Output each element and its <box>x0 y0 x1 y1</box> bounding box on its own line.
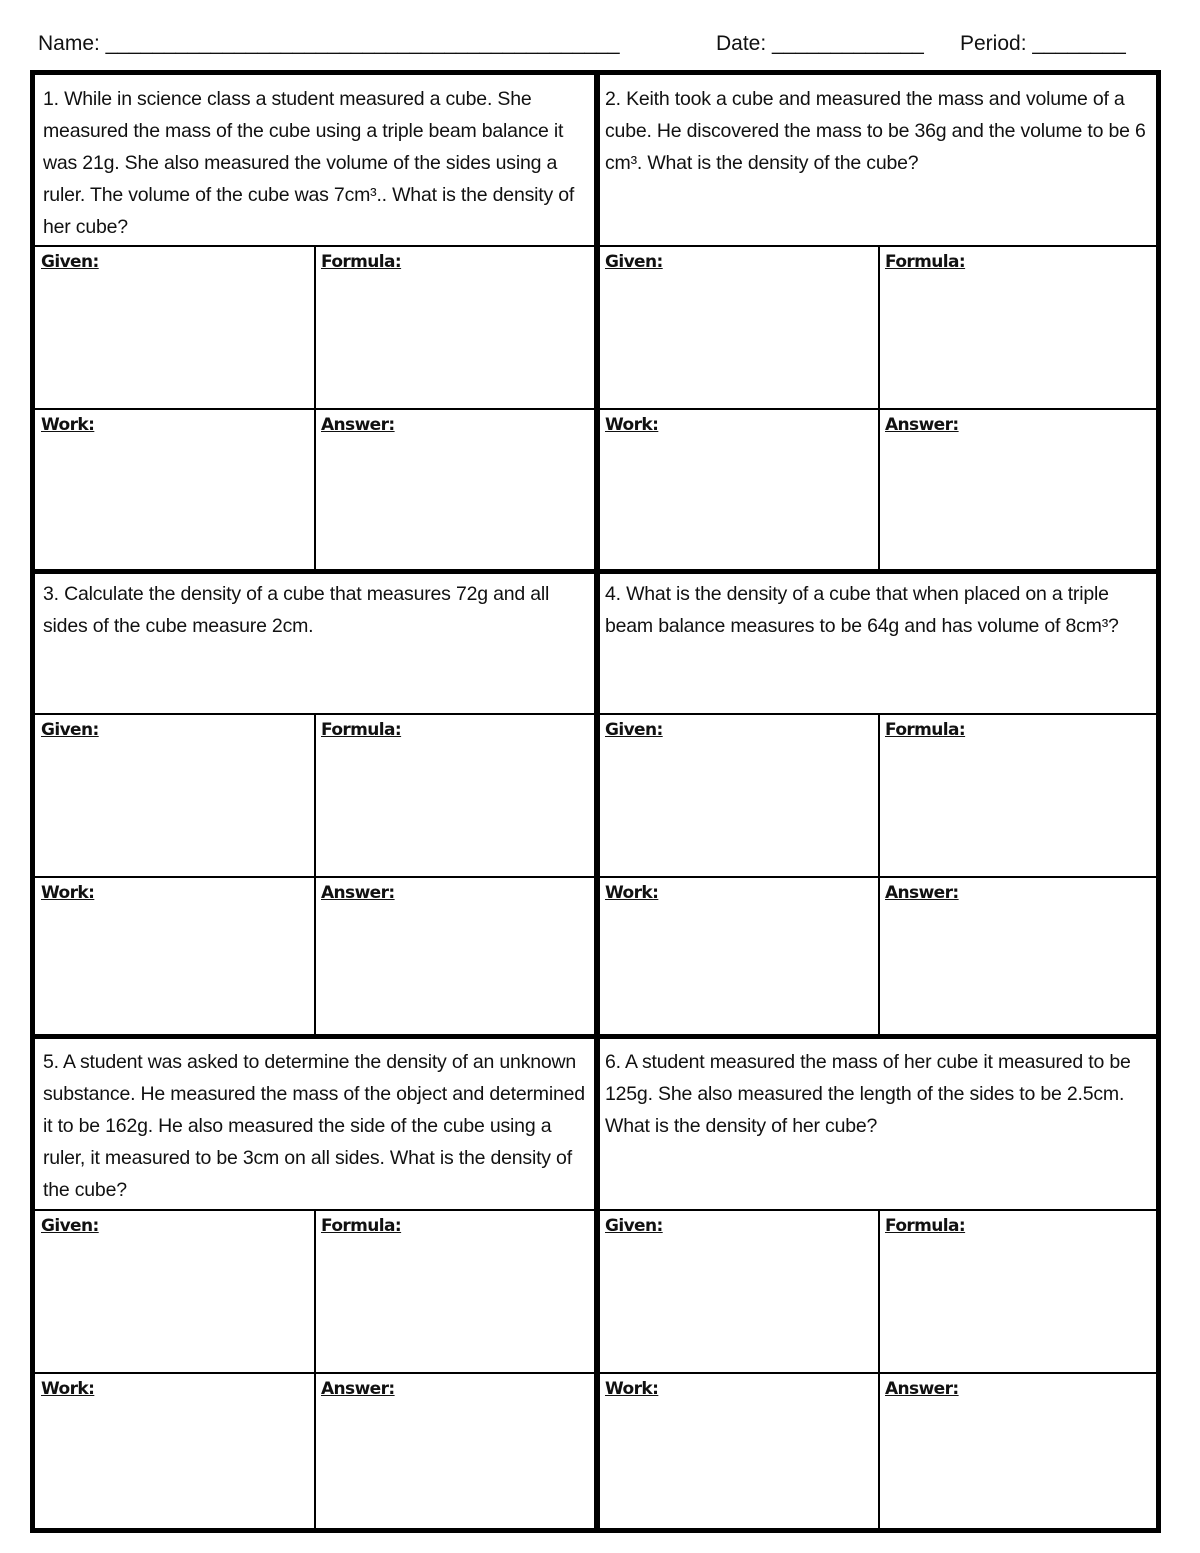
answer-label: Answer: <box>885 1379 959 1399</box>
formula-label: Formula: <box>885 1216 966 1236</box>
grid-line <box>35 876 1156 878</box>
formula-label: Formula: <box>321 252 402 272</box>
given-label: Given: <box>605 720 663 740</box>
grid-line <box>314 1209 316 1528</box>
grid-line <box>878 1209 880 1528</box>
given-label: Given: <box>605 252 663 272</box>
answer-label: Answer: <box>321 1379 395 1399</box>
period-field[interactable]: Period: ________ <box>960 32 1126 55</box>
work-label: Work: <box>605 415 659 435</box>
work-label: Work: <box>41 883 95 903</box>
work-label: Work: <box>605 883 659 903</box>
work-label: Work: <box>41 1379 95 1399</box>
worksheet-header <box>38 32 1150 60</box>
worksheet-grid <box>30 70 1161 1533</box>
grid-line <box>35 1209 1156 1211</box>
column-divider <box>594 75 600 1528</box>
grid-line <box>35 245 1156 247</box>
grid-line <box>878 245 880 569</box>
answer-label: Answer: <box>321 415 395 435</box>
grid-line <box>35 713 1156 715</box>
grid-line <box>35 1372 1156 1374</box>
given-label: Given: <box>605 1216 663 1236</box>
question-6: 6. A student measured the mass of her cube it measured to be 125g. She also measured the length of the sides to be 2.5cm. What is the density of her cube? <box>605 1051 1131 1137</box>
answer-label: Answer: <box>321 883 395 903</box>
name-field[interactable]: Name: ____________________________________________ <box>38 32 620 55</box>
given-label: Given: <box>41 720 99 740</box>
given-label: Given: <box>41 252 99 272</box>
question-5: 5. A student was asked to determine the density of an unknown substance. He measured the mass of the object and determined it to be 162g. He also measured the side of the cube using a ruler, it measured to be 3cm on all sides. What is the density of the cube? <box>43 1051 585 1201</box>
date-field[interactable]: Date: _____________ <box>716 32 924 55</box>
work-label: Work: <box>605 1379 659 1399</box>
formula-label: Formula: <box>321 1216 402 1236</box>
question-2: 2. Keith took a cube and measured the mass and volume of a cube. He discovered the mass to be 36g and the volume to be 6 cm³. What is the density of the cube? <box>605 88 1146 174</box>
grid-line <box>314 245 316 569</box>
answer-label: Answer: <box>885 415 959 435</box>
given-label: Given: <box>41 1216 99 1236</box>
formula-label: Formula: <box>321 720 402 740</box>
question-3: 3. Calculate the density of a cube that measures 72g and all sides of the cube measure 2cm. <box>43 583 550 637</box>
answer-label: Answer: <box>885 883 959 903</box>
grid-line <box>878 713 880 1034</box>
question-1: 1. While in science class a student measured a cube. She measured the mass of the cube using a triple beam balance it was 21g. She also measured the volume of the sides using a ruler. The volume of the cube was 7cm³.. What is the density of her cube? <box>43 88 575 238</box>
grid-line <box>35 408 1156 410</box>
formula-label: Formula: <box>885 720 966 740</box>
grid-line <box>314 713 316 1034</box>
formula-label: Formula: <box>885 252 966 272</box>
work-label: Work: <box>41 415 95 435</box>
question-4: 4. What is the density of a cube that when placed on a triple beam balance measures to be 64g and has volume of 8cm³? <box>605 583 1119 637</box>
